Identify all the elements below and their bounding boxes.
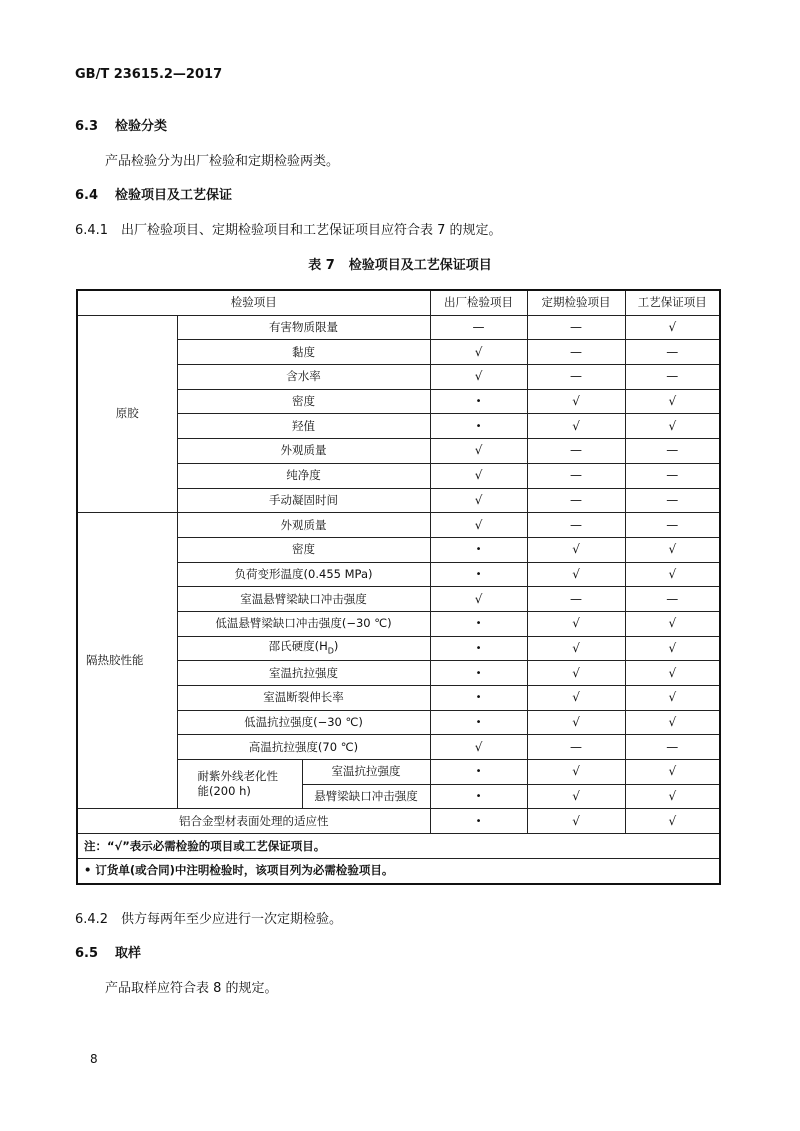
section-title: 检验项目及工艺保证 bbox=[115, 188, 233, 203]
factory-value: • bbox=[430, 686, 527, 711]
periodic-value: — bbox=[527, 587, 625, 612]
periodic-value: √ bbox=[527, 784, 625, 809]
process-value: √ bbox=[625, 760, 720, 785]
table-row bbox=[77, 315, 720, 340]
item-name: 室温悬臂梁缺口冲击强度 bbox=[177, 587, 430, 612]
process-value: √ bbox=[625, 562, 720, 587]
periodic-value: √ bbox=[527, 710, 625, 735]
periodic-value: √ bbox=[527, 760, 625, 785]
factory-value: √ bbox=[430, 587, 527, 612]
item-name: 低温抗拉强度(−30 ℃) bbox=[177, 710, 430, 735]
periodic-value: — bbox=[527, 340, 625, 365]
table-header-row bbox=[77, 290, 720, 315]
header-item: 检验项目 bbox=[77, 290, 430, 315]
item-name: 高温抗拉强度(70 ℃) bbox=[177, 735, 430, 760]
item-name: 黏度 bbox=[177, 340, 430, 365]
table-caption bbox=[0, 257, 800, 275]
item-name: 外观质量 bbox=[177, 439, 430, 464]
factory-value: • bbox=[430, 710, 527, 735]
table-number: 表 7 bbox=[308, 258, 335, 273]
clause-text: 出厂检验项目、定期检验项目和工艺保证项目应符合表 7 的规定。 bbox=[121, 223, 502, 238]
item-name bbox=[177, 636, 430, 661]
factory-value: √ bbox=[430, 439, 527, 464]
factory-value: √ bbox=[430, 463, 527, 488]
header-factory: 出厂检验项目 bbox=[430, 290, 527, 315]
factory-value: — bbox=[430, 315, 527, 340]
section-title: 检验分类 bbox=[115, 119, 168, 134]
process-value: √ bbox=[625, 389, 720, 414]
clause-text: 供方每两年至少应进行一次定期检验。 bbox=[121, 912, 343, 927]
item-subscript: D bbox=[327, 646, 334, 656]
section-number: 6.4.2 bbox=[75, 912, 109, 927]
factory-value: • bbox=[430, 784, 527, 809]
factory-value: √ bbox=[430, 513, 527, 538]
process-value: √ bbox=[625, 784, 720, 809]
page-number: 8 bbox=[90, 1052, 98, 1066]
section-number: 6.4.1 bbox=[75, 223, 109, 238]
table-row bbox=[77, 809, 720, 834]
table-row bbox=[77, 513, 720, 538]
factory-value: √ bbox=[430, 340, 527, 365]
factory-value: √ bbox=[430, 488, 527, 513]
section-6-4-1-text bbox=[75, 222, 502, 240]
process-value: √ bbox=[625, 537, 720, 562]
periodic-value: — bbox=[527, 439, 625, 464]
periodic-value: √ bbox=[527, 661, 625, 686]
factory-value: • bbox=[430, 636, 527, 661]
section-6-3-text: 产品检验分为出厂检验和定期检验两类。 bbox=[105, 154, 340, 169]
table-note-row bbox=[77, 834, 720, 859]
periodic-value: — bbox=[527, 365, 625, 390]
group-thermal-glue: 隔热胶性能 bbox=[77, 513, 177, 809]
process-value: — bbox=[625, 488, 720, 513]
factory-value: • bbox=[430, 562, 527, 587]
table-title: 检验项目及工艺保证项目 bbox=[348, 258, 492, 273]
factory-value: • bbox=[430, 611, 527, 636]
item-tail: ) bbox=[333, 638, 339, 653]
standard-number: GB/T 23615.2—2017 bbox=[75, 67, 223, 82]
process-value: √ bbox=[625, 809, 720, 834]
item-name: 羟值 bbox=[177, 414, 430, 439]
item-name: 手动凝固时间 bbox=[177, 488, 430, 513]
item-name: 有害物质限量 bbox=[177, 315, 430, 340]
process-value: — bbox=[625, 365, 720, 390]
periodic-value: √ bbox=[527, 809, 625, 834]
process-value: √ bbox=[625, 661, 720, 686]
header-periodic: 定期检验项目 bbox=[527, 290, 625, 315]
process-value: √ bbox=[625, 611, 720, 636]
process-value: √ bbox=[625, 315, 720, 340]
group-uv-aging: 耐紫外线老化性能(200 h) bbox=[177, 760, 302, 809]
header-process: 工艺保证项目 bbox=[625, 290, 720, 315]
periodic-value: — bbox=[527, 463, 625, 488]
section-number: 6.3 bbox=[75, 119, 99, 134]
item-name: 悬臂梁缺口冲击强度 bbox=[302, 784, 430, 809]
process-value: — bbox=[625, 340, 720, 365]
process-value: √ bbox=[625, 710, 720, 735]
item-name: 密度 bbox=[177, 537, 430, 562]
process-value: √ bbox=[625, 414, 720, 439]
periodic-value: — bbox=[527, 488, 625, 513]
factory-value: • bbox=[430, 414, 527, 439]
item-text: 邵氏硬度(H bbox=[268, 638, 328, 653]
periodic-value: — bbox=[527, 315, 625, 340]
periodic-value: √ bbox=[527, 389, 625, 414]
periodic-value: √ bbox=[527, 537, 625, 562]
section-6-4-heading bbox=[75, 187, 232, 205]
table-footnote-row bbox=[77, 858, 720, 883]
section-6-5-heading bbox=[75, 945, 141, 963]
table-note: 注：“√”表示必需检验的项目或工艺保证项目。 bbox=[77, 834, 720, 859]
factory-value: √ bbox=[430, 365, 527, 390]
factory-value: • bbox=[430, 537, 527, 562]
periodic-value: √ bbox=[527, 414, 625, 439]
process-value: — bbox=[625, 587, 720, 612]
periodic-value: √ bbox=[527, 562, 625, 587]
item-name: 低温悬臂梁缺口冲击强度(−30 ℃) bbox=[177, 611, 430, 636]
factory-value: • bbox=[430, 760, 527, 785]
periodic-value: — bbox=[527, 735, 625, 760]
process-value: — bbox=[625, 513, 720, 538]
factory-value: • bbox=[430, 389, 527, 414]
process-value: — bbox=[625, 735, 720, 760]
periodic-value: √ bbox=[527, 686, 625, 711]
item-name: 室温抗拉强度 bbox=[177, 661, 430, 686]
process-value: — bbox=[625, 439, 720, 464]
periodic-value: √ bbox=[527, 636, 625, 661]
item-name: 室温抗拉强度 bbox=[302, 760, 430, 785]
section-number: 6.4 bbox=[75, 188, 99, 203]
factory-value: • bbox=[430, 809, 527, 834]
inspection-items-table bbox=[76, 289, 721, 885]
section-6-3-heading bbox=[75, 118, 167, 136]
section-6-5-text: 产品取样应符合表 8 的规定。 bbox=[105, 981, 278, 996]
item-name: 铝合金型材表面处理的适应性 bbox=[77, 809, 430, 834]
item-name: 含水率 bbox=[177, 365, 430, 390]
item-name: 外观质量 bbox=[177, 513, 430, 538]
section-number: 6.5 bbox=[75, 946, 99, 961]
periodic-value: — bbox=[527, 513, 625, 538]
item-name: 纯净度 bbox=[177, 463, 430, 488]
item-name: 负荷变形温度(0.455 MPa) bbox=[177, 562, 430, 587]
table-footnote: • 订货单(或合同)中注明检验时，该项目列为必需检验项目。 bbox=[77, 858, 720, 883]
section-title: 取样 bbox=[115, 946, 142, 961]
group-raw-glue: 原胶 bbox=[77, 315, 177, 513]
process-value: √ bbox=[625, 636, 720, 661]
item-name: 密度 bbox=[177, 389, 430, 414]
periodic-value: √ bbox=[527, 611, 625, 636]
process-value: — bbox=[625, 463, 720, 488]
factory-value: √ bbox=[430, 735, 527, 760]
process-value: √ bbox=[625, 686, 720, 711]
factory-value: • bbox=[430, 661, 527, 686]
item-name: 室温断裂伸长率 bbox=[177, 686, 430, 711]
section-6-4-2-text bbox=[75, 911, 342, 929]
